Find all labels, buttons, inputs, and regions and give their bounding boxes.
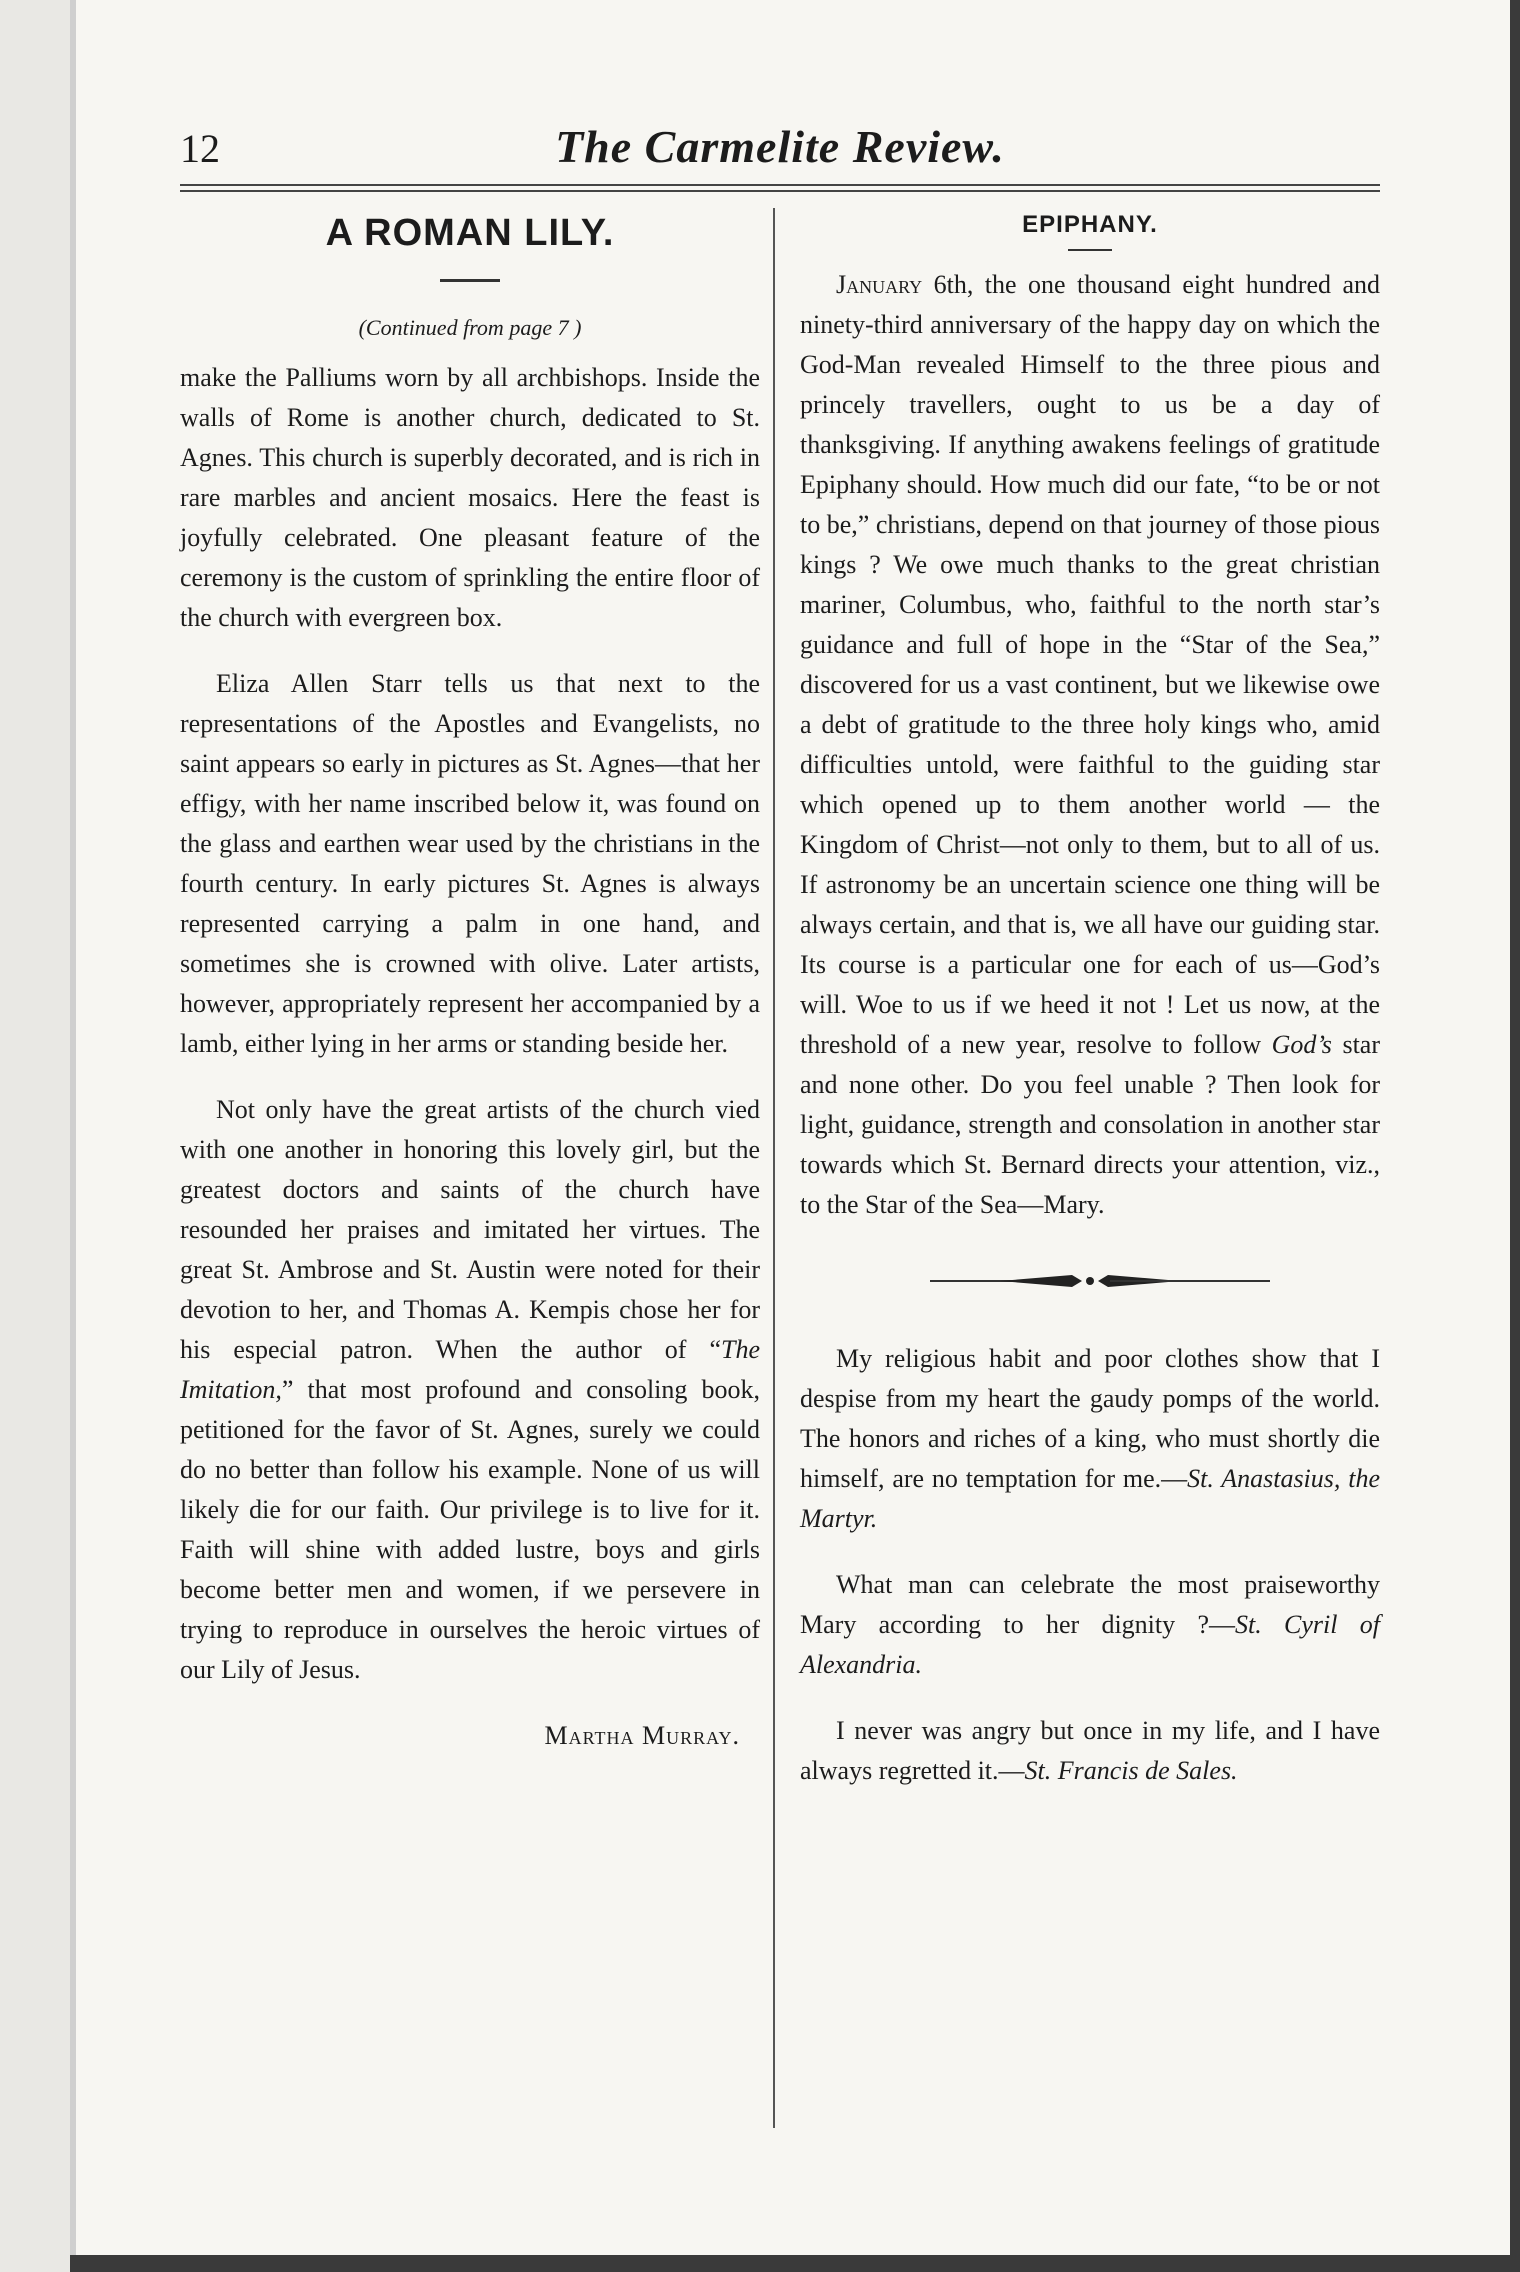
article-title-roman-lily: A ROMAN LILY. [325, 212, 615, 254]
running-title: The Carmelite Review. [555, 121, 1005, 172]
quote [800, 1711, 1380, 1791]
left-column [180, 205, 760, 1756]
title-underline [440, 279, 500, 282]
lead-word: January [836, 270, 923, 299]
article-title-epiphany: EPIPHANY. [1022, 211, 1158, 238]
paragraph [180, 1090, 760, 1690]
quote [800, 1565, 1380, 1685]
paragraph-text: ” that most profound and consoling book, petitioned for the favor of St. Agnes, surely we could do no better than follow his example. None of us will likely die for our faith. Our privilege is to live for it. Faith will shine with added lustre, boys and girls become better men and women, if we persevere in trying to reproduce in ourselves the heroic virtues of our Lily of Jesus. [180, 1375, 760, 1684]
emphasis: God’s [1271, 1030, 1332, 1059]
paragraph-text: 6th, the one thousand eight hundred and ninety-third anniversary of the happy day on which the God-Man revealed Himself to the three pious and princely travellers, ought to us be a day of thanksgiving. If anything awakens feelings of gratitude Epiphany should. How much did our fate, “to be or not to be,” christians, depend on that journey of those pious kings ? We owe much thanks to the great christian mariner, Columbus, who, faithful to the north star’s guidance and full of hope in the “Star of the Sea,” discovered for us a vast continent, but we likewise owe a debt of gratitude to the three holy kings who, amid difficulties untold, were faithful to the guiding star which opened up to them another world — the Kingdom of Christ—not only to them, but to all of us. If astronomy be an uncertain science one thing will be always certain, and that is, we all have our guiding star. Its course is a particular one for each of us—God’s will. Woe to us if we heed it not ! Let us now, at the threshold of a new year, resolve to follow [800, 270, 1380, 1059]
paragraph [800, 265, 1380, 1225]
header-rule-bottom [180, 190, 1380, 192]
header-rule-top [180, 184, 1380, 186]
continued-note: (Continued from page 7 ) [358, 315, 582, 340]
page-number: 12 [180, 126, 220, 171]
paragraph: Eliza Allen Starr tells us that next to the representations of the Apostles and Evangelists, no saint appears so early in pictures as St. Agnes—that her effigy, with her name inscribed below it, was found on the glass and earthen wear used by the christians in the fourth century. In early pictures St. Agnes is always represented carrying a palm in one hand, and sometimes she is crowned with olive. Later artists, however, appropriately represent her accompanied by a lamb, either lying in her arms or standing beside her. [180, 669, 760, 1058]
quote-attribution: St. Francis de Sales. [1024, 1756, 1238, 1785]
paragraph-text: Not only have the great artists of the church vied with one another in honoring this lovely girl, but the greatest doctors and saints of the church have resounded her praises and imitated her virtues. The great St. Ambrose and St. Austin were noted for their devotion to her, and Thomas A. Kempis chose her for his especial patron. When the author of “ [180, 1095, 760, 1364]
quote [800, 1339, 1380, 1539]
ornament-divider-icon [800, 1261, 1380, 1301]
column-divider [773, 208, 775, 2128]
quote-text: What man can celebrate the most praiseworthy Mary according to her dignity ?— [800, 1570, 1380, 1639]
quote-text: My religious habit and poor clothes show that I despise from my heart the gaudy pomps of the world. The honors and riches of a king, who must shortly die himself, are no temptation for me.— [800, 1344, 1380, 1493]
quote-attribution: St. Anastasius, the Martyr. [800, 1464, 1380, 1533]
page-header [180, 120, 1380, 180]
paragraph: make the Palliums worn by all archbishops. Inside the walls of Rome is another church, dedicated to St. Agnes. This church is superbly decorated, and is rich in rare marbles and ancient mosaics. Here the feast is joyfully celebrated. One pleasant feature of the ceremony is the custom of sprinkling the entire floor of the church with evergreen box. [180, 363, 760, 632]
quote-attribution: St. Cyril of Alexandria. [800, 1610, 1380, 1679]
author-signature: Martha Murray. [544, 1721, 740, 1750]
quote-text: I never was angry but once in my life, and I have always regretted it.— [800, 1716, 1380, 1785]
right-column [800, 205, 1380, 1817]
paragraph-text: star and none other. Do you feel unable ? Then look for light, guidance, strength and consolation in another star towards which St. Bernard directs your attention, viz., to the Star of the Sea—Mary. [800, 1030, 1380, 1219]
page-binding-edge [0, 0, 70, 2272]
book-title: The Imitation, [180, 1335, 760, 1404]
title-underline [1068, 249, 1112, 251]
